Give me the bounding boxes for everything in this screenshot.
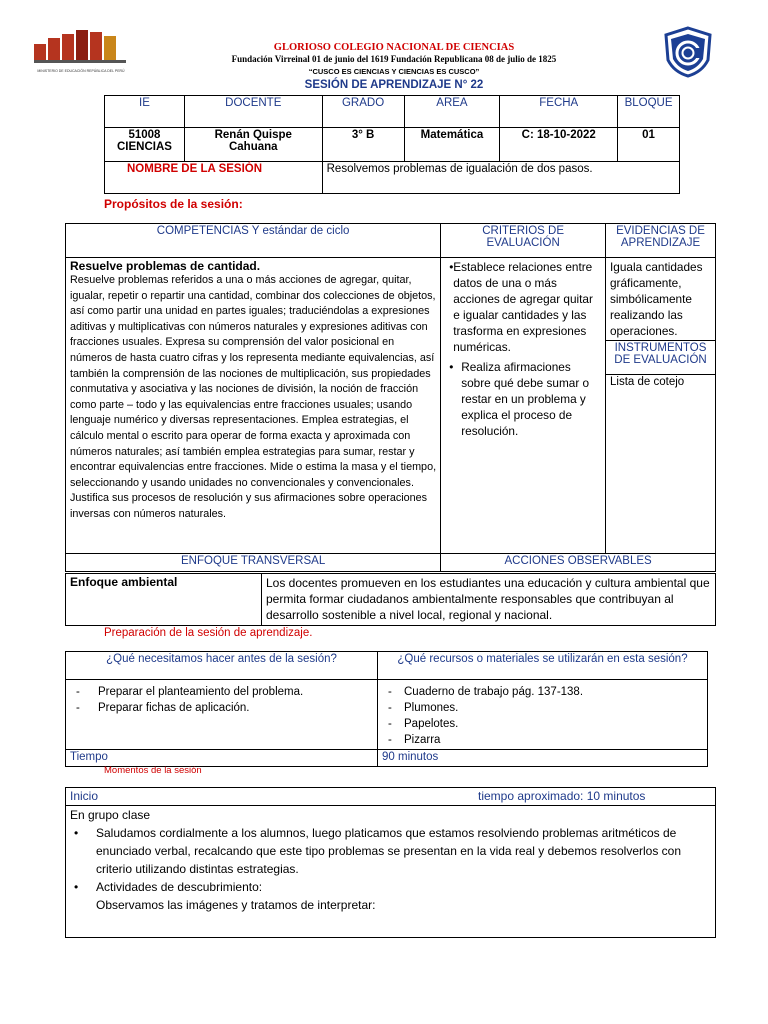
moments-label: Momentos de la sesión bbox=[104, 765, 202, 776]
time-value: 90 minutos bbox=[378, 750, 708, 767]
time-label: Tiempo bbox=[66, 750, 378, 767]
approach-name: Enfoque ambiental bbox=[66, 574, 262, 626]
before-session-list bbox=[70, 684, 373, 716]
ie-header: IE bbox=[105, 96, 185, 128]
observe-line: Observamos las imágenes y tratamos de interpretar: bbox=[96, 898, 376, 912]
criteria-item: • Establece relaciones entre datos de una o más acciones de agregar quitar e igualar cantidades y las trasforma en expresiones numéricas. bbox=[445, 259, 601, 355]
criteria-list bbox=[445, 259, 601, 439]
instruments-header: INSTRUMENTOS DE EVALUACIÓN bbox=[606, 341, 716, 375]
resource-item: - Plumones. bbox=[382, 700, 703, 716]
resource-item: - Pizarra bbox=[382, 732, 703, 748]
group-label: En grupo clase bbox=[70, 808, 151, 822]
resource-item: - Cuaderno de trabajo pág. 137-138. bbox=[382, 684, 703, 700]
session-name-value: Resolvemos problemas de igualación de dos pasos. bbox=[322, 162, 679, 194]
before-session-item: - Preparar el planteamiento del problema. bbox=[70, 684, 373, 700]
school-motto: “CUSCO ES CIENCIAS Y CIENCIAS ES CUSCO” bbox=[308, 67, 480, 76]
moments-bullet: • Actividades de descubrimiento: bbox=[70, 878, 711, 896]
grade-header: GRADO bbox=[322, 96, 404, 128]
transversal-header: ENFOQUE TRANSVERSAL bbox=[66, 554, 441, 572]
preparation-label: Preparación de la sesión de aprendizaje. bbox=[104, 627, 313, 639]
evidence-header: EVIDENCIAS DE APRENDIZAJE bbox=[606, 224, 716, 258]
competencies-table bbox=[65, 223, 716, 572]
school-name: GLORIOSO COLEGIO NACIONAL DE CIENCIAS bbox=[273, 42, 515, 53]
date-value: C: 18-10-2022 bbox=[500, 128, 618, 162]
competency-title: Resuelve problemas de cantidad. bbox=[70, 259, 261, 273]
teacher-header: DOCENTE bbox=[184, 96, 322, 128]
criteria-header: CRITERIOS DE EVALUACIÓN bbox=[441, 224, 606, 258]
ie-value: 51008 CIENCIAS bbox=[105, 128, 185, 162]
session-info-table bbox=[104, 95, 680, 194]
area-value: Matemática bbox=[404, 128, 500, 162]
block-value: 01 bbox=[618, 128, 680, 162]
date-header: FECHA bbox=[500, 96, 618, 128]
area-header: AREA bbox=[404, 96, 500, 128]
preparation-table bbox=[65, 651, 708, 767]
before-session-header: ¿Qué necesitamos hacer antes de la sesión? bbox=[66, 652, 378, 680]
start-label: Inicio bbox=[70, 789, 99, 803]
ministry-logo-text: MINISTERIO DE EDUCACIÓN REPÚBLICA DEL PERÚ bbox=[37, 69, 125, 73]
start-row bbox=[66, 788, 716, 806]
moments-bullets bbox=[70, 824, 711, 896]
session-title: SESIÓN DE APRENDIZAJE N° 22 bbox=[304, 79, 484, 91]
moments-table bbox=[65, 787, 716, 938]
approach-text: Los docentes promueven en los estudiantes una educación y cultura ambiental que permita formar ciudadanos ambientalmente responsables que contribuyan al desarrollo sostenible a nivel local, regional y nacional. bbox=[262, 574, 716, 626]
evidence-text: Iguala cantidades gráficamente, simbólicamente realizando las operaciones. bbox=[606, 258, 716, 341]
competency-text: Resuelve problemas referidos a una o más acciones de agregar, quitar, igualar, repetir o repartir una cantidad, combinar dos colecciones de objetos, así como partir una unidad en partes iguales; traduciéndolas a expresiones aditivas y multiplicativas con números naturales y expresiones aditivas con fracciones usuales. Expresa su comprensión del valor posicional en números de hasta cuatro cifras y los representa mediante equivalencias, así también la comprensión de las nociones de multiplicación, sus propiedades conmutativa y asociativa y las nociones de división, la noción de fracción como parte – todo y las equivalencias entre fracciones usuales; usando lenguaje numérico y diversas representaciones. Emplea estrategias, el cálculo mental o escrito para operar de forma exacta y aproximada con números naturales; así también emplea estrategias para sumar, restar y encontrar equivalencias entre fracciones. Mide o estima la masa y el tiempo, seleccionando y usando unidades no convencionales y convencionales. Justifica sus procesos de resolución y sus afirmaciones sobre operaciones inversas con números naturales. bbox=[70, 274, 437, 520]
approach-table bbox=[65, 573, 716, 626]
moments-bullet: • Saludamos cordialmente a los alumnos, luego platicamos que estamos resolviendo problemas aritméticos de enunciado verbal, recalcando que este tipo problemas se presentan en la vida real y debemos resolverlos con criterio utilizando distintas estrategias. bbox=[70, 824, 711, 878]
approx-time: tiempo aproximado: 10 minutos bbox=[478, 789, 646, 803]
foundation-line: Fundación Virreinal 01 de junio del 1619 Fundación Republicana 08 de julio de 1825 bbox=[231, 54, 557, 64]
criteria-item: • Realiza afirmaciones sobre qué debe sumar o restar en un problema y explica el proceso de resolución. bbox=[445, 355, 601, 439]
resource-item: - Papelotes. bbox=[382, 716, 703, 732]
block-header: BLOQUE bbox=[618, 96, 680, 128]
purposes-label: Propósitos de la sesión: bbox=[104, 197, 243, 211]
competencies-header: COMPETENCIAS Y estándar de ciclo bbox=[66, 224, 441, 258]
resources-list bbox=[382, 684, 703, 748]
actions-header: ACCIONES OBSERVABLES bbox=[441, 554, 716, 572]
grade-value: 3° B bbox=[322, 128, 404, 162]
resources-header: ¿Qué recursos o materiales se utilizarán en esta sesión? bbox=[378, 652, 708, 680]
instrument-value: Lista de cotejo bbox=[606, 375, 716, 554]
before-session-item: - Preparar fichas de aplicación. bbox=[70, 700, 373, 716]
session-name-label: NOMBRE DE LA SESIÓN bbox=[105, 162, 323, 194]
teacher-value: Renán Quispe Cahuana bbox=[184, 128, 322, 162]
